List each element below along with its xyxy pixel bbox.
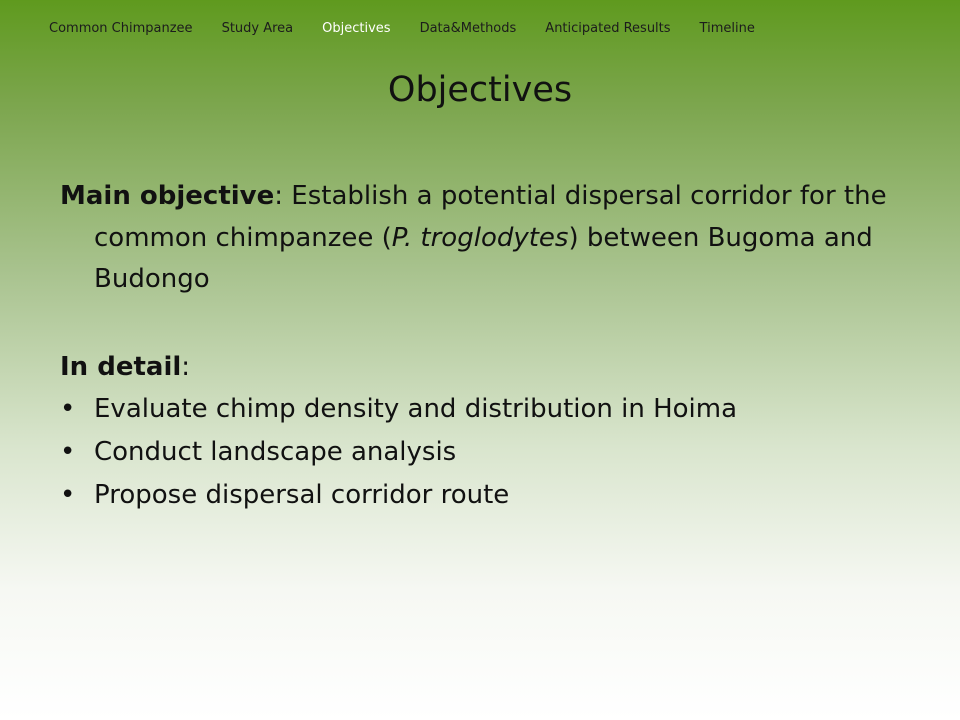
slide-body bbox=[60, 176, 920, 517]
nav-item-timeline[interactable]: Timeline bbox=[699, 21, 755, 36]
nav-item-data-methods[interactable]: Data&Methods bbox=[419, 21, 517, 36]
list-item bbox=[60, 474, 920, 517]
nav-item-objectives[interactable]: Objectives bbox=[322, 21, 391, 36]
nav-item-common-chimpanzee[interactable]: Common Chimpanzee bbox=[49, 21, 193, 36]
detail-colon: : bbox=[181, 351, 191, 382]
detail-heading bbox=[60, 347, 920, 389]
main-objective-paragraph bbox=[60, 176, 920, 301]
slide-title: Objectives bbox=[387, 70, 573, 110]
main-objective-text-1: Establish a potential dispersal corridor for the common chimpanzee ( bbox=[94, 181, 887, 253]
bullet-icon: • bbox=[60, 480, 76, 511]
bullet-icon: • bbox=[60, 394, 76, 425]
bullet-icon: • bbox=[60, 437, 76, 468]
bullet-text: Conduct landscape analysis bbox=[94, 437, 457, 468]
list-item bbox=[60, 388, 920, 431]
paragraph-spacer bbox=[60, 301, 920, 347]
main-objective-text-2: ) between Bugoma and Budongo bbox=[94, 222, 873, 295]
detail-bullet-list bbox=[60, 388, 920, 517]
detail-label: In detail bbox=[60, 351, 182, 382]
nav-item-anticipated-results[interactable]: Anticipated Results bbox=[545, 21, 671, 36]
list-item bbox=[60, 431, 920, 474]
bullet-text: Propose dispersal corridor route bbox=[94, 480, 510, 511]
bullet-text: Evaluate chimp density and distribution in Hoima bbox=[94, 394, 738, 425]
main-objective-label: Main objective bbox=[60, 181, 275, 211]
nav-item-study-area[interactable]: Study Area bbox=[221, 21, 294, 36]
main-objective-colon: : bbox=[274, 181, 284, 211]
species-name: P. troglodytes bbox=[391, 222, 569, 253]
top-nav bbox=[49, 21, 784, 36]
